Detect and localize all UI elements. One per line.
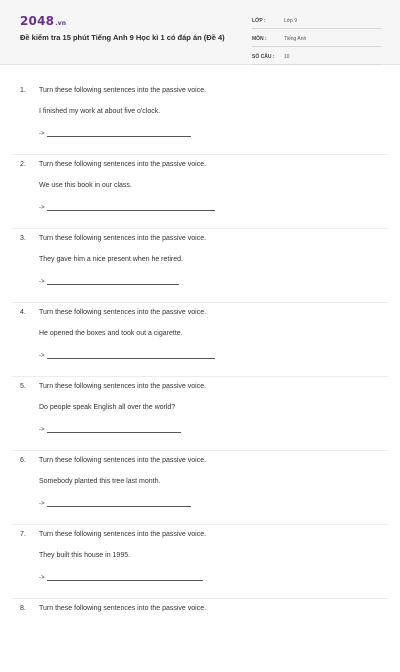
logo-suffix: .vn — [55, 20, 67, 27]
question-prompt: Turn these following sentences into the passive voice. — [39, 531, 207, 538]
meta-row-count — [252, 50, 382, 65]
answer-arrow: -> — [39, 205, 45, 211]
answer-blank[interactable] — [47, 352, 215, 359]
meta-info — [252, 14, 382, 68]
question-number: 6. — [20, 457, 26, 464]
question-prompt: Turn these following sentences into the passive voice. — [39, 87, 207, 94]
answer-blank[interactable] — [47, 130, 191, 137]
answer-blank[interactable] — [47, 426, 181, 433]
question-sentence: I finished my work at about five o'clock. — [39, 108, 161, 115]
answer-blank[interactable] — [47, 204, 215, 211]
question-item — [12, 155, 388, 229]
question-sentence: Somebody planted this tree last month. — [39, 478, 161, 485]
answer-arrow: -> — [39, 427, 45, 433]
answer-blank[interactable] — [47, 278, 179, 285]
question-item — [12, 81, 388, 155]
answer-line[interactable] — [39, 352, 215, 359]
answer-blank[interactable] — [47, 574, 203, 581]
answer-line[interactable] — [39, 500, 191, 507]
question-prompt: Turn these following sentences into the passive voice. — [39, 457, 207, 464]
answer-arrow: -> — [39, 353, 45, 359]
question-number: 4. — [20, 309, 26, 316]
question-prompt: Turn these following sentences into the passive voice. — [39, 161, 207, 168]
answer-line[interactable] — [39, 130, 191, 137]
answer-arrow: -> — [39, 501, 45, 507]
meta-label: LỚP : — [252, 18, 266, 24]
question-prompt: Turn these following sentences into the passive voice. — [39, 235, 207, 242]
meta-row-subject — [252, 32, 382, 47]
question-prompt: Turn these following sentences into the passive voice. — [39, 383, 207, 390]
meta-value: 10 — [284, 54, 290, 60]
question-number: 2. — [20, 161, 26, 168]
question-item — [12, 525, 388, 599]
question-list — [0, 65, 400, 672]
question-number: 5. — [20, 383, 26, 390]
meta-label: MÔN : — [252, 36, 267, 42]
meta-value: Tiếng Anh — [284, 36, 307, 42]
answer-line[interactable] — [39, 204, 215, 211]
question-sentence: He opened the boxes and took out a cigarette. — [39, 330, 183, 337]
question-number: 8. — [20, 605, 26, 612]
answer-line[interactable] — [39, 426, 181, 433]
answer-arrow: -> — [39, 131, 45, 137]
question-sentence: They built this house in 1995. — [39, 552, 131, 559]
question-prompt: Turn these following sentences into the passive voice. — [39, 309, 207, 316]
question-sentence: We use this book in our class. — [39, 182, 132, 189]
meta-label: SỐ CÂU : — [252, 54, 275, 60]
question-sentence: Do people speak English all over the world? — [39, 404, 176, 411]
answer-line[interactable] — [39, 278, 179, 285]
question-prompt: Turn these following sentences into the passive voice. — [39, 605, 207, 612]
question-number: 7. — [20, 531, 26, 538]
document-title: Đề kiểm tra 15 phút Tiếng Anh 9 Học kì 1 có đáp án (Đề 4) — [20, 33, 225, 42]
answer-arrow: -> — [39, 279, 45, 285]
question-number: 3. — [20, 235, 26, 242]
question-item — [12, 451, 388, 525]
logo-main: 2048 — [20, 14, 55, 28]
answer-blank[interactable] — [47, 500, 191, 507]
question-number: 1. — [20, 87, 26, 94]
answer-arrow: -> — [39, 575, 45, 581]
page-header — [0, 0, 400, 65]
site-logo[interactable] — [20, 14, 66, 28]
question-item — [12, 377, 388, 451]
question-item — [12, 229, 388, 303]
meta-value: Lớp 9 — [284, 18, 298, 24]
question-item — [12, 599, 388, 672]
question-item — [12, 303, 388, 377]
answer-line[interactable] — [39, 574, 203, 581]
meta-row-class — [252, 14, 382, 29]
question-sentence: They gave him a nice present when he retired. — [39, 256, 183, 263]
